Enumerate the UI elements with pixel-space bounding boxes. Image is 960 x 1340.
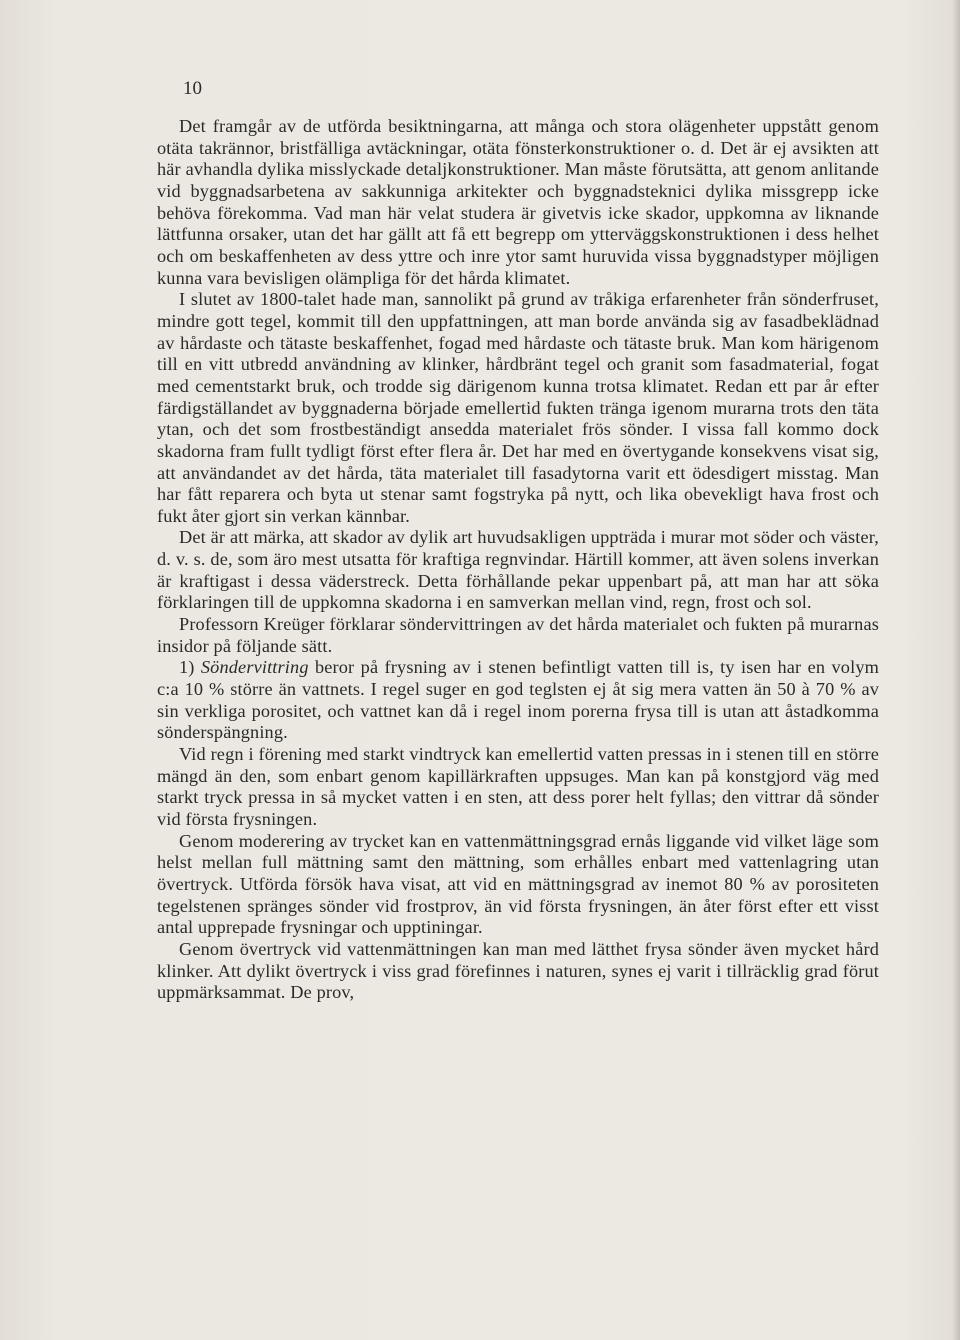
paragraph-8: Genom övertryck vid vattenmättningen kan man med lätthet frysa sönder även mycket hård klinker. Att dylikt övertryck i viss grad förefinnes i naturen, synes ej varit i tillräcklig grad förut uppmärksammat. De prov, xyxy=(157,938,879,1003)
body-text xyxy=(157,116,879,1004)
paragraph-6: Vid regn i förening med starkt vindtryck kan emellertid vatten pressas in i stenen till en större mängd än den, som enbart genom kapillärkraften uppsuges. Man kan på konstgjord väg med starkt tryck pressa in så mycket vatten i en sten, att dess porer helt fyllas; den vittrar då sönder vid första frysningen. xyxy=(157,744,879,829)
page-number: 10 xyxy=(183,78,202,99)
paragraph-1: Det framgår av de utförda besiktningarna, att många och stora olägenheter uppstått genom otäta takrännor, bristfälliga avtäckningar, otäta fönsterkonstruktioner o. d. Det är ej avsikten att här avhandla dylika misslyckade detaljkonstruktioner. Man måste förutsätta, att genom anlitande vid byggnadsarbetena av sakkunniga arkitekter och byggnadsteknici dylika missgrepp icke behöva förekomma. Vad man här velat studera är givetvis icke skador, uppkomna av liknande lättfunna orsaker, utan det har gällt att få ett begrepp om ytterväggskonstruktionen i dess helhet och om beskaffenheten av dess yttre och inre ytor samt huruvida vissa byggnadstyper möjligen kunna vara bevisligen olämpliga för det hårda klimatet. xyxy=(157,116,879,288)
paragraph-2: I slutet av 1800-talet hade man, sannolikt på grund av tråkiga erfarenheter från sönderfruset, mindre gott tegel, kommit till den uppfattningen, att man borde använda sig av fasadbeklädnad av hårdaste och tätaste beskaffenhet, fogad med hårdaste och tätaste bruk. Man kom härigenom till en vitt utbredd användning av klinker, hårdbränt tegel och granit som fasadmaterial, fogat med cementstarkt bruk, och trodde sig därigenom kunna trotsa klimatet. Redan ett par år efter färdigställandet av byggnaderna började emellertid fukten tränga igenom murarna trots den täta ytan, och det som frostbeständigt ansedda materialet frös sönder. I vissa fall kommo dock skadorna fram fullt tydligt först efter flera år. Det har med en övertygande konsekvens visat sig, att användandet av det hårda, täta materialet till fasadytorna varit ett ödesdigert misstag. Man har fått reparera och byta ut stenar samt fogstryka på nytt, och lika obevekligt hava frost och fukt åter gjort sin verkan kännbar. xyxy=(157,289,879,526)
emphasized-term: Söndervittring xyxy=(200,657,309,678)
page-edge-shadow xyxy=(952,0,960,1340)
list-marker: 1) xyxy=(179,657,201,678)
paragraph-4: Professorn Kreüger förklarar söndervittringen av det hårda materialet och fukten på murarnas insidor på följande sätt. xyxy=(157,614,879,656)
paragraph-5-text: beror på frysning av i stenen befintligt vatten till is, ty isen har en volym c:a 10 % större än vattnets. I regel suger en god teglsten ej åt sig mera vatten än 50 à 70 % av sin verkliga porositet, och vattnet kan då i regel inom porerna frysa till is utan att åstadkomma sönderspängning. xyxy=(157,657,879,743)
paragraph-7: Genom moderering av trycket kan en vattenmättningsgrad ernås liggande vid vilket läge som helst mellan full mättning samt den mättning, som erhålles enbart med vattenlagring utan övertryck. Utförda försök hava visat, att vid en mättningsgrad av inemot 80 % av porositeten tegelstenen spränges sönder vid frostprov, än vid första frysningen, än åter först efter ett visst antal upprepade frysningar och upptiningar. xyxy=(157,830,879,938)
paragraph-3: Det är att märka, att skador av dylik art huvudsakligen uppträda i murar mot söder och väster, d. v. s. de, som äro mest utsatta för kraftiga regnvindar. Härtill kommer, att även solens inverkan är kraftigast i dessa väderstreck. Detta förhållande pekar uppenbart på, att man har att söka förklaringen till de uppkomna skadorna i en samverkan mellan vind, regn, frost och sol. xyxy=(157,527,879,613)
paragraph-5 xyxy=(157,657,879,744)
